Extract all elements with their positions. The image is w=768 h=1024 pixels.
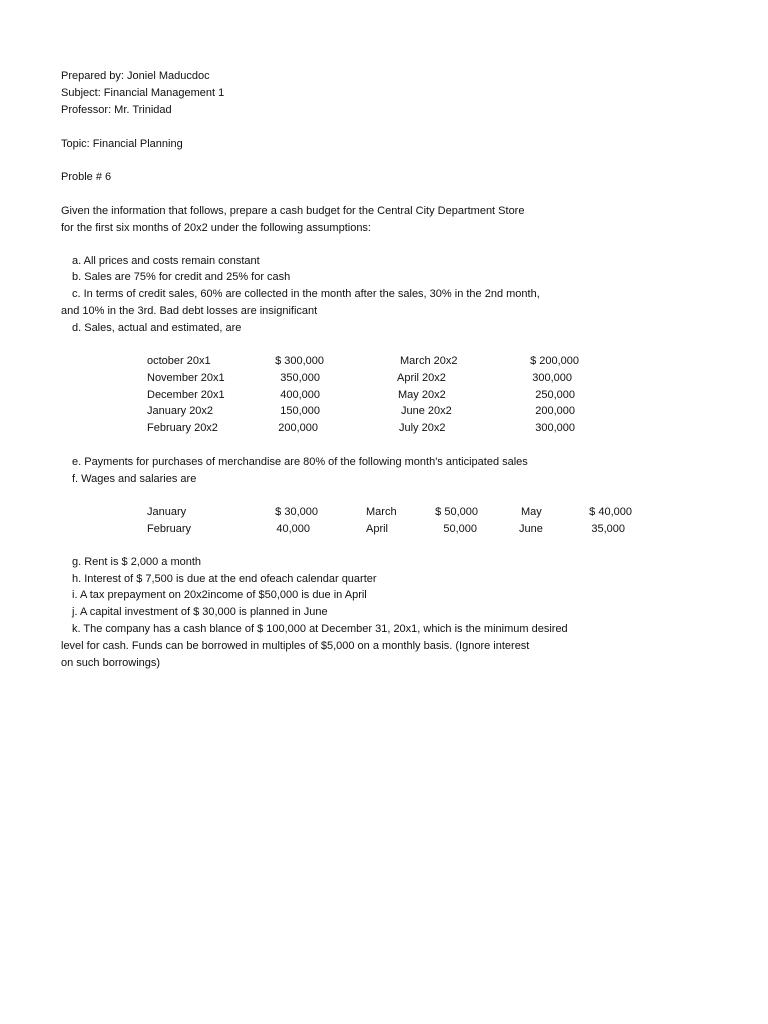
wages-month: March — [366, 506, 397, 518]
wages-month: April — [366, 523, 389, 535]
sales-month: october 20x1 — [147, 355, 211, 367]
topic: Topic: Financial Planning — [61, 138, 183, 150]
sales-month: February 20x2 — [147, 422, 218, 434]
assumption-d: d. Sales, actual and estimated, are — [72, 322, 242, 334]
assumption-h: h. Interest of $ 7,500 is due at the end ofeach calendar quarter — [72, 573, 377, 585]
wages-value: 40,000 — [276, 523, 310, 535]
sales-value: 150,000 — [280, 405, 320, 417]
sales-month: January 20x2 — [147, 405, 214, 417]
sales-value: 400,000 — [280, 389, 320, 401]
sales-value: 200,000 — [535, 405, 575, 417]
assumption-b: b. Sales are 75% for credit and 25% for cash — [72, 271, 291, 283]
sales-value: 350,000 — [280, 372, 320, 384]
wages-value: $ 30,000 — [275, 506, 318, 518]
assumption-a: a. All prices and costs remain constant — [72, 255, 260, 267]
sales-month: May 20x2 — [398, 389, 446, 401]
subject: Subject: Financial Management 1 — [61, 87, 225, 99]
prepared-by: Prepared by: Joniel Maducdoc — [61, 70, 210, 82]
problem-number: Proble # 6 — [61, 171, 112, 183]
wages-month: May — [521, 506, 542, 518]
wages-value: $ 50,000 — [435, 506, 478, 518]
assumption-f: f. Wages and salaries are — [72, 473, 197, 485]
sales-value: 200,000 — [278, 422, 318, 434]
wages-value: 35,000 — [591, 523, 625, 535]
assumption-k-continued-1: level for cash. Funds can be borrowed in multiples of $5,000 on a monthly basis. (Ignore interest — [61, 640, 530, 652]
wages-month: January — [147, 506, 187, 518]
sales-month: March 20x2 — [400, 355, 458, 367]
assumption-c-continued: and 10% in the 3rd. Bad debt losses are insignificant — [61, 305, 318, 317]
sales-value: $ 200,000 — [530, 355, 579, 367]
professor: Professor: Mr. Trinidad — [61, 104, 172, 116]
assumption-i: i. A tax prepayment on 20x2income of $50,000 is due in April — [72, 589, 367, 601]
sales-month: November 20x1 — [147, 372, 225, 384]
sales-value: 300,000 — [535, 422, 575, 434]
sales-month: December 20x1 — [147, 389, 225, 401]
sales-value: $ 300,000 — [275, 355, 324, 367]
wages-value: $ 40,000 — [589, 506, 632, 518]
assumption-e: e. Payments for purchases of merchandise are 80% of the following month's anticipated sales — [72, 456, 528, 468]
intro-line-2: for the first six months of 20x2 under the following assumptions: — [61, 222, 371, 234]
sales-value: 250,000 — [535, 389, 575, 401]
assumption-j: j. A capital investment of $ 30,000 is planned in June — [72, 606, 328, 618]
sales-month: July 20x2 — [399, 422, 446, 434]
assumption-k-continued-2: on such borrowings) — [61, 657, 161, 669]
sales-month: June 20x2 — [401, 405, 452, 417]
sales-month: April 20x2 — [397, 372, 446, 384]
wages-month: February — [147, 523, 192, 535]
assumption-c: c. In terms of credit sales, 60% are collected in the month after the sales, 30% in the 2nd month, — [72, 288, 540, 300]
assumption-g: g. Rent is $ 2,000 a month — [72, 556, 202, 568]
wages-value: 50,000 — [443, 523, 477, 535]
assumption-k: k. The company has a cash blance of $ 100,000 at December 31, 20x1, which is the minimum desired — [72, 623, 568, 635]
sales-value: 300,000 — [532, 372, 572, 384]
intro-line-1: Given the information that follows, prepare a cash budget for the Central City Department Store — [61, 205, 525, 217]
wages-month: June — [519, 523, 543, 535]
